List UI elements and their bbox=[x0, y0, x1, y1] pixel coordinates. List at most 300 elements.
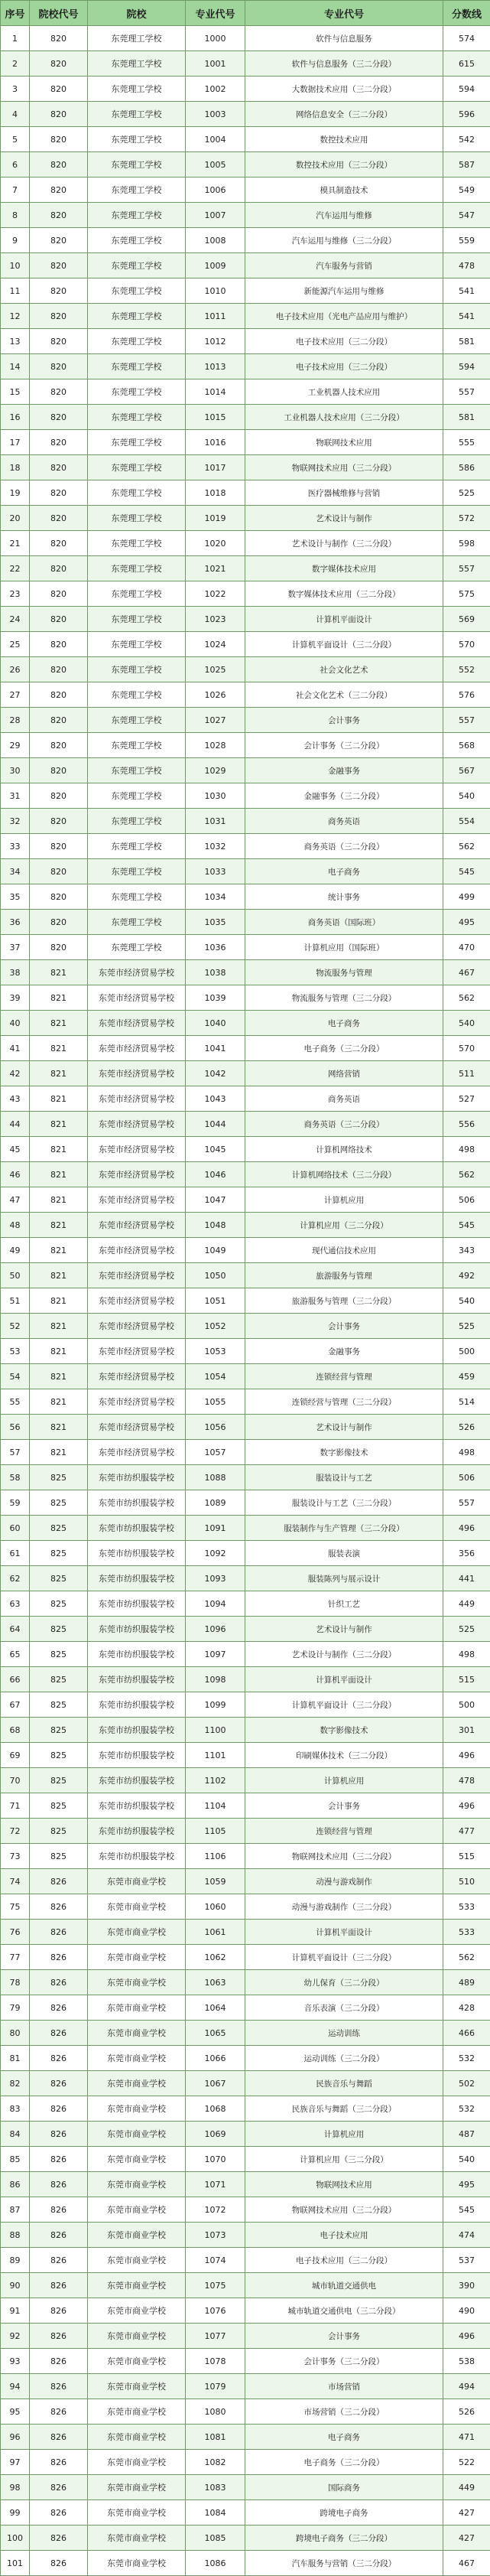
cell-score: 547 bbox=[443, 203, 490, 228]
cell-major-code: 1027 bbox=[186, 708, 245, 733]
cell-school-code: 820 bbox=[30, 354, 88, 379]
cell-major: 市场营销 bbox=[245, 2374, 443, 2399]
table-row bbox=[1, 354, 490, 379]
cell-school: 东莞理工学校 bbox=[88, 632, 186, 657]
table-header bbox=[1, 1, 490, 26]
cell-school-code: 826 bbox=[30, 2197, 88, 2223]
cell-score: 495 bbox=[443, 910, 490, 935]
cell-major-code: 1030 bbox=[186, 783, 245, 809]
cell-school: 东莞理工学校 bbox=[88, 329, 186, 354]
cell-index: 67 bbox=[1, 1692, 30, 1718]
cell-score: 542 bbox=[443, 127, 490, 152]
cell-index: 26 bbox=[1, 657, 30, 682]
cell-index: 93 bbox=[1, 2349, 30, 2374]
cell-major-code: 1055 bbox=[186, 1389, 245, 1415]
cell-school: 东莞市纺织服装学校 bbox=[88, 1768, 186, 1793]
cell-major-code: 1089 bbox=[186, 1490, 245, 1516]
cell-index: 84 bbox=[1, 2122, 30, 2147]
cell-index: 99 bbox=[1, 2500, 30, 2526]
cell-school: 东莞市商业学校 bbox=[88, 2374, 186, 2399]
cell-major: 计算机平面设计（三二分段） bbox=[245, 1692, 443, 1718]
cell-index: 37 bbox=[1, 935, 30, 960]
table-row bbox=[1, 51, 490, 77]
cell-school: 东莞市纺织服装学校 bbox=[88, 1692, 186, 1718]
cell-major-code: 1074 bbox=[186, 2248, 245, 2273]
cell-score: 562 bbox=[443, 985, 490, 1011]
cell-score: 569 bbox=[443, 607, 490, 632]
cell-school: 东莞理工学校 bbox=[88, 682, 186, 708]
cell-major-code: 1049 bbox=[186, 1238, 245, 1263]
cell-major-code: 1014 bbox=[186, 379, 245, 405]
cell-school: 东莞理工学校 bbox=[88, 758, 186, 783]
cell-major-code: 1044 bbox=[186, 1112, 245, 1137]
cell-major: 数控技术应用 bbox=[245, 127, 443, 152]
cell-index: 17 bbox=[1, 430, 30, 455]
cell-major: 计算机网络技术（三二分段） bbox=[245, 1162, 443, 1187]
cell-major-code: 1001 bbox=[186, 51, 245, 77]
cell-index: 64 bbox=[1, 1617, 30, 1642]
table-row bbox=[1, 985, 490, 1011]
cell-index: 40 bbox=[1, 1011, 30, 1036]
cell-school: 东莞理工学校 bbox=[88, 51, 186, 77]
cell-index: 62 bbox=[1, 1566, 30, 1591]
cell-index: 10 bbox=[1, 253, 30, 278]
cell-score: 495 bbox=[443, 2172, 490, 2197]
cell-major: 会计事务（三二分段） bbox=[245, 733, 443, 758]
cell-major: 汽车服务与营销（三二分段） bbox=[245, 2551, 443, 2576]
table-row bbox=[1, 1187, 490, 1213]
cell-school-code: 825 bbox=[30, 1541, 88, 1566]
cell-school: 东莞市商业学校 bbox=[88, 2071, 186, 2096]
cell-score: 301 bbox=[443, 1718, 490, 1743]
cell-major: 金融事务（三二分段） bbox=[245, 783, 443, 809]
cell-school: 东莞市商业学校 bbox=[88, 2500, 186, 2526]
cell-school-code: 826 bbox=[30, 2096, 88, 2122]
cell-major: 艺术设计与制作 bbox=[245, 506, 443, 531]
cell-major-code: 1078 bbox=[186, 2349, 245, 2374]
cell-school-code: 820 bbox=[30, 657, 88, 682]
cell-index: 55 bbox=[1, 1389, 30, 1415]
table-row bbox=[1, 1617, 490, 1642]
cell-school: 东莞市经济贸易学校 bbox=[88, 1238, 186, 1263]
table-row bbox=[1, 1465, 490, 1490]
cell-major: 电子技术应用 bbox=[245, 2223, 443, 2248]
cell-school: 东莞市商业学校 bbox=[88, 1995, 186, 2021]
cell-major-code: 1085 bbox=[186, 2526, 245, 2551]
cell-major: 艺术设计与制作（三二分段） bbox=[245, 531, 443, 556]
cell-school-code: 821 bbox=[30, 1061, 88, 1086]
cell-school: 东莞市纺织服装学校 bbox=[88, 1490, 186, 1516]
cell-index: 76 bbox=[1, 1920, 30, 1945]
cell-index: 60 bbox=[1, 1516, 30, 1541]
cell-school-code: 821 bbox=[30, 985, 88, 1011]
cell-school: 东莞理工学校 bbox=[88, 834, 186, 859]
cell-major: 软件与信息服务 bbox=[245, 26, 443, 51]
cell-school: 东莞理工学校 bbox=[88, 455, 186, 480]
cell-major-code: 1050 bbox=[186, 1263, 245, 1288]
cell-major: 大数据技术应用（三二分段） bbox=[245, 77, 443, 102]
cell-school-code: 821 bbox=[30, 1288, 88, 1314]
cell-school-code: 820 bbox=[30, 455, 88, 480]
cell-index: 38 bbox=[1, 960, 30, 985]
cell-index: 39 bbox=[1, 985, 30, 1011]
cell-major: 金融事务 bbox=[245, 1339, 443, 1364]
cell-major: 物联网技术应用 bbox=[245, 2172, 443, 2197]
cell-major: 计算机应用 bbox=[245, 1187, 443, 1213]
cell-score: 514 bbox=[443, 1389, 490, 1415]
table-row bbox=[1, 834, 490, 859]
cell-score: 506 bbox=[443, 1187, 490, 1213]
cell-school-code: 821 bbox=[30, 1339, 88, 1364]
cell-score: 586 bbox=[443, 455, 490, 480]
cell-index: 24 bbox=[1, 607, 30, 632]
table-row bbox=[1, 1894, 490, 1920]
cell-school: 东莞市经济贸易学校 bbox=[88, 1112, 186, 1137]
cell-major: 印刷媒体技术（三二分段） bbox=[245, 1743, 443, 1768]
table-row bbox=[1, 1516, 490, 1541]
cell-index: 88 bbox=[1, 2223, 30, 2248]
cell-school: 东莞市纺织服装学校 bbox=[88, 1516, 186, 1541]
cell-school: 东莞市纺织服装学校 bbox=[88, 1541, 186, 1566]
cell-school-code: 826 bbox=[30, 2172, 88, 2197]
cell-score: 356 bbox=[443, 1541, 490, 1566]
cell-school-code: 820 bbox=[30, 632, 88, 657]
table-row bbox=[1, 1440, 490, 1465]
cell-school: 东莞市商业学校 bbox=[88, 2450, 186, 2475]
table-row bbox=[1, 1389, 490, 1415]
cell-school-code: 825 bbox=[30, 1743, 88, 1768]
cell-major: 服装设计与工艺 bbox=[245, 1465, 443, 1490]
cell-school-code: 821 bbox=[30, 1263, 88, 1288]
cell-index: 95 bbox=[1, 2399, 30, 2425]
cell-school-code: 820 bbox=[30, 783, 88, 809]
cell-major: 连锁经营与管理 bbox=[245, 1819, 443, 1844]
cell-score: 489 bbox=[443, 1970, 490, 1995]
cell-score: 478 bbox=[443, 253, 490, 278]
table-row bbox=[1, 1086, 490, 1112]
cell-major: 电子技术应用（三二分段） bbox=[245, 329, 443, 354]
cell-major: 计算机应用（三二分段） bbox=[245, 2147, 443, 2172]
cell-index: 66 bbox=[1, 1667, 30, 1692]
table-row bbox=[1, 2450, 490, 2475]
cell-score: 466 bbox=[443, 2021, 490, 2046]
cell-score: 449 bbox=[443, 2475, 490, 2500]
cell-major: 金融事务 bbox=[245, 758, 443, 783]
cell-index: 3 bbox=[1, 77, 30, 102]
table-row bbox=[1, 531, 490, 556]
cell-school-code: 820 bbox=[30, 278, 88, 304]
cell-major: 计算机平面设计（三二分段） bbox=[245, 632, 443, 657]
cell-major: 计算机平面设计 bbox=[245, 1920, 443, 1945]
table-row bbox=[1, 304, 490, 329]
cell-school-code: 820 bbox=[30, 77, 88, 102]
cell-index: 30 bbox=[1, 758, 30, 783]
cell-school: 东莞理工学校 bbox=[88, 884, 186, 910]
table-row bbox=[1, 682, 490, 708]
table-row bbox=[1, 102, 490, 127]
cell-score: 492 bbox=[443, 1263, 490, 1288]
cell-major: 运动训练 bbox=[245, 2021, 443, 2046]
cell-score: 537 bbox=[443, 2248, 490, 2273]
cell-school-code: 826 bbox=[30, 1970, 88, 1995]
cell-major: 统计事务 bbox=[245, 884, 443, 910]
cell-school: 东莞市商业学校 bbox=[88, 2122, 186, 2147]
cell-major: 城市轨道交通供电 bbox=[245, 2273, 443, 2298]
cell-school: 东莞市经济贸易学校 bbox=[88, 1061, 186, 1086]
cell-major-code: 1031 bbox=[186, 809, 245, 834]
cell-index: 43 bbox=[1, 1086, 30, 1112]
cell-index: 68 bbox=[1, 1718, 30, 1743]
cell-score: 496 bbox=[443, 1793, 490, 1819]
table-row bbox=[1, 1541, 490, 1566]
cell-index: 51 bbox=[1, 1288, 30, 1314]
cell-major-code: 1068 bbox=[186, 2096, 245, 2122]
table-row bbox=[1, 278, 490, 304]
cell-score: 478 bbox=[443, 1768, 490, 1793]
cell-school-code: 826 bbox=[30, 2324, 88, 2349]
cell-school: 东莞理工学校 bbox=[88, 203, 186, 228]
cell-major: 计算机网络技术 bbox=[245, 1137, 443, 1162]
cell-major: 计算机应用（三二分段） bbox=[245, 1213, 443, 1238]
table-row bbox=[1, 708, 490, 733]
cell-major-code: 1106 bbox=[186, 1844, 245, 1869]
cell-major-code: 1056 bbox=[186, 1415, 245, 1440]
table-row bbox=[1, 783, 490, 809]
cell-major: 跨境电子商务 bbox=[245, 2500, 443, 2526]
table-row bbox=[1, 2021, 490, 2046]
cell-major: 电子商务（三二分段） bbox=[245, 1036, 443, 1061]
cell-index: 16 bbox=[1, 405, 30, 430]
cell-major: 医疗器械维修与营销 bbox=[245, 480, 443, 506]
cell-school-code: 826 bbox=[30, 2021, 88, 2046]
cell-score: 427 bbox=[443, 2526, 490, 2551]
cell-school: 东莞理工学校 bbox=[88, 152, 186, 177]
cell-school: 东莞市经济贸易学校 bbox=[88, 1314, 186, 1339]
cell-index: 1 bbox=[1, 26, 30, 51]
cell-major-code: 1011 bbox=[186, 304, 245, 329]
cell-school-code: 820 bbox=[30, 203, 88, 228]
cell-score: 500 bbox=[443, 1692, 490, 1718]
cell-major: 新能源汽车运用与维修 bbox=[245, 278, 443, 304]
cell-score: 538 bbox=[443, 2349, 490, 2374]
cell-major-code: 1048 bbox=[186, 1213, 245, 1238]
cell-index: 91 bbox=[1, 2298, 30, 2324]
cell-school-code: 821 bbox=[30, 1213, 88, 1238]
cell-major: 电子商务 bbox=[245, 1011, 443, 1036]
cell-index: 78 bbox=[1, 1970, 30, 1995]
cell-school-code: 825 bbox=[30, 1566, 88, 1591]
cell-school: 东莞市商业学校 bbox=[88, 2475, 186, 2500]
cell-index: 49 bbox=[1, 1238, 30, 1263]
cell-major: 数控技术应用（三二分段） bbox=[245, 152, 443, 177]
cell-index: 92 bbox=[1, 2324, 30, 2349]
cell-school-code: 826 bbox=[30, 2500, 88, 2526]
cell-school: 东莞理工学校 bbox=[88, 354, 186, 379]
table-row bbox=[1, 430, 490, 455]
cell-school-code: 826 bbox=[30, 1995, 88, 2021]
cell-school-code: 825 bbox=[30, 1692, 88, 1718]
cell-major-code: 1025 bbox=[186, 657, 245, 682]
cell-school: 东莞理工学校 bbox=[88, 77, 186, 102]
table-row bbox=[1, 1112, 490, 1137]
cell-score: 471 bbox=[443, 2425, 490, 2450]
cell-school: 东莞市商业学校 bbox=[88, 2324, 186, 2349]
table-row bbox=[1, 1314, 490, 1339]
cell-school-code: 820 bbox=[30, 607, 88, 632]
cell-major: 国际商务 bbox=[245, 2475, 443, 2500]
cell-school: 东莞市纺织服装学校 bbox=[88, 1819, 186, 1844]
cell-school: 东莞市纺织服装学校 bbox=[88, 1844, 186, 1869]
cell-school: 东莞市经济贸易学校 bbox=[88, 1263, 186, 1288]
cell-major: 软件与信息服务（三二分段） bbox=[245, 51, 443, 77]
cell-major: 服装设计与工艺（三二分段） bbox=[245, 1490, 443, 1516]
table-row bbox=[1, 2500, 490, 2526]
table-row bbox=[1, 203, 490, 228]
cell-score: 515 bbox=[443, 1844, 490, 1869]
cell-score: 541 bbox=[443, 278, 490, 304]
cell-major-code: 1047 bbox=[186, 1187, 245, 1213]
cell-school-code: 825 bbox=[30, 1793, 88, 1819]
cell-score: 526 bbox=[443, 2399, 490, 2425]
cell-major-code: 1006 bbox=[186, 177, 245, 203]
cell-school: 东莞市经济贸易学校 bbox=[88, 1137, 186, 1162]
cell-score: 557 bbox=[443, 1490, 490, 1516]
table-row bbox=[1, 2475, 490, 2500]
cell-school: 东莞理工学校 bbox=[88, 278, 186, 304]
table-row bbox=[1, 77, 490, 102]
cell-major: 艺术设计与制作 bbox=[245, 1415, 443, 1440]
cell-major: 计算机应用 bbox=[245, 1768, 443, 1793]
cell-school-code: 821 bbox=[30, 1364, 88, 1389]
cell-school-code: 826 bbox=[30, 2349, 88, 2374]
cell-major-code: 1079 bbox=[186, 2374, 245, 2399]
cell-index: 7 bbox=[1, 177, 30, 203]
cell-major-code: 1060 bbox=[186, 1894, 245, 1920]
cell-school-code: 821 bbox=[30, 1036, 88, 1061]
cell-school: 东莞理工学校 bbox=[88, 26, 186, 51]
cell-major-code: 1020 bbox=[186, 531, 245, 556]
cell-school-code: 825 bbox=[30, 1768, 88, 1793]
cell-score: 556 bbox=[443, 1112, 490, 1137]
cell-major: 电子商务（三二分段） bbox=[245, 2450, 443, 2475]
table-row bbox=[1, 657, 490, 682]
cell-score: 515 bbox=[443, 1667, 490, 1692]
header-row bbox=[1, 1, 490, 26]
cell-school-code: 821 bbox=[30, 1112, 88, 1137]
cell-school-code: 820 bbox=[30, 758, 88, 783]
table-row bbox=[1, 2046, 490, 2071]
cell-score: 596 bbox=[443, 102, 490, 127]
cell-major-code: 1076 bbox=[186, 2298, 245, 2324]
cell-score: 575 bbox=[443, 581, 490, 607]
cell-school-code: 826 bbox=[30, 2273, 88, 2298]
cell-major-code: 1073 bbox=[186, 2223, 245, 2248]
cell-school: 东莞理工学校 bbox=[88, 581, 186, 607]
cell-index: 47 bbox=[1, 1187, 30, 1213]
cell-major-code: 1098 bbox=[186, 1667, 245, 1692]
cell-index: 33 bbox=[1, 834, 30, 859]
cell-school-code: 820 bbox=[30, 329, 88, 354]
cell-index: 29 bbox=[1, 733, 30, 758]
cell-school-code: 826 bbox=[30, 2046, 88, 2071]
cell-major-code: 1071 bbox=[186, 2172, 245, 2197]
cell-major: 民族音乐与舞蹈 bbox=[245, 2071, 443, 2096]
cell-score: 568 bbox=[443, 733, 490, 758]
cell-score: 598 bbox=[443, 531, 490, 556]
cell-score: 428 bbox=[443, 1995, 490, 2021]
cell-major-code: 1100 bbox=[186, 1718, 245, 1743]
cell-school: 东莞市纺织服装学校 bbox=[88, 1591, 186, 1617]
cell-school-code: 820 bbox=[30, 809, 88, 834]
cell-major-code: 1092 bbox=[186, 1541, 245, 1566]
cell-school: 东莞理工学校 bbox=[88, 809, 186, 834]
cell-school: 东莞市商业学校 bbox=[88, 1945, 186, 1970]
cell-school: 东莞市经济贸易学校 bbox=[88, 1187, 186, 1213]
cell-major-code: 1043 bbox=[186, 1086, 245, 1112]
cell-major: 会计事务 bbox=[245, 1793, 443, 1819]
cell-index: 52 bbox=[1, 1314, 30, 1339]
cell-major-code: 1077 bbox=[186, 2324, 245, 2349]
cell-score: 498 bbox=[443, 1642, 490, 1667]
table-row bbox=[1, 253, 490, 278]
table-row bbox=[1, 2324, 490, 2349]
cell-major: 模具制造技术 bbox=[245, 177, 443, 203]
table-row bbox=[1, 733, 490, 758]
cell-school: 东莞理工学校 bbox=[88, 177, 186, 203]
table-row bbox=[1, 26, 490, 51]
cell-index: 23 bbox=[1, 581, 30, 607]
cell-major-code: 1070 bbox=[186, 2147, 245, 2172]
cell-major-code: 1097 bbox=[186, 1642, 245, 1667]
header-score: 分数线 bbox=[443, 1, 490, 26]
cell-index: 59 bbox=[1, 1490, 30, 1516]
cell-school-code: 820 bbox=[30, 581, 88, 607]
table-row bbox=[1, 1591, 490, 1617]
cell-index: 19 bbox=[1, 480, 30, 506]
header-index: 序号 bbox=[1, 1, 30, 26]
cell-score: 594 bbox=[443, 354, 490, 379]
cell-score: 557 bbox=[443, 379, 490, 405]
cell-major-code: 1096 bbox=[186, 1617, 245, 1642]
cell-school: 东莞市商业学校 bbox=[88, 2425, 186, 2450]
table-row bbox=[1, 1566, 490, 1591]
cell-school-code: 820 bbox=[30, 152, 88, 177]
cell-school-code: 825 bbox=[30, 1667, 88, 1692]
cell-index: 18 bbox=[1, 455, 30, 480]
cell-major-code: 1088 bbox=[186, 1465, 245, 1490]
cell-school: 东莞市商业学校 bbox=[88, 2147, 186, 2172]
table-row bbox=[1, 152, 490, 177]
cell-school: 东莞理工学校 bbox=[88, 910, 186, 935]
cell-school-code: 820 bbox=[30, 304, 88, 329]
cell-school-code: 820 bbox=[30, 910, 88, 935]
cell-score: 545 bbox=[443, 2197, 490, 2223]
cell-major: 动漫与游戏制作 bbox=[245, 1869, 443, 1894]
cell-index: 77 bbox=[1, 1945, 30, 1970]
cell-score: 540 bbox=[443, 1011, 490, 1036]
cell-score: 570 bbox=[443, 632, 490, 657]
cell-major: 现代通信技术应用 bbox=[245, 1238, 443, 1263]
cell-school-code: 826 bbox=[30, 2526, 88, 2551]
table-row bbox=[1, 1642, 490, 1667]
cell-major-code: 1022 bbox=[186, 581, 245, 607]
cell-school: 东莞市商业学校 bbox=[88, 2551, 186, 2576]
cell-major-code: 1004 bbox=[186, 127, 245, 152]
cell-index: 5 bbox=[1, 127, 30, 152]
cell-school: 东莞市商业学校 bbox=[88, 2349, 186, 2374]
cell-major: 运动训练（三二分段） bbox=[245, 2046, 443, 2071]
cell-major: 社会文化艺术 bbox=[245, 657, 443, 682]
